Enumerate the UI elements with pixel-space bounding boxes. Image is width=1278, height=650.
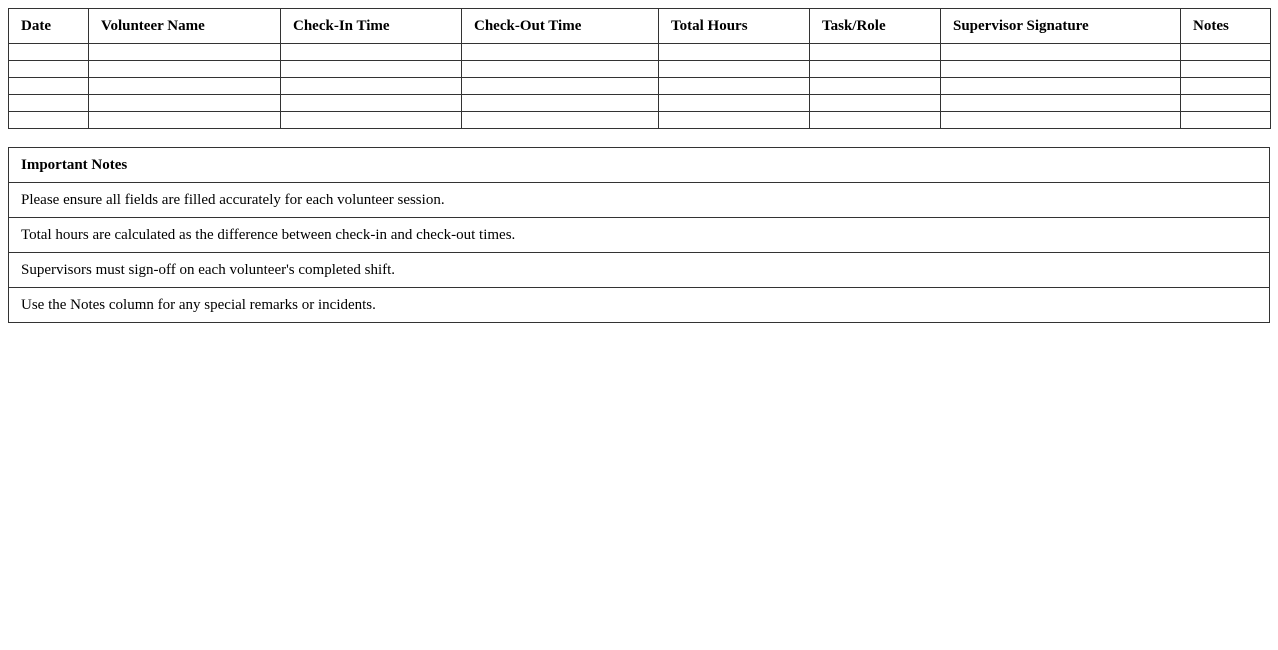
table-cell[interactable]	[941, 95, 1181, 112]
table-cell[interactable]	[281, 44, 462, 61]
table-cell[interactable]	[89, 44, 281, 61]
table-cell[interactable]	[281, 61, 462, 78]
note-item: Total hours are calculated as the difference between check-in and check-out times.	[9, 218, 1270, 253]
table-cell[interactable]	[1181, 95, 1271, 112]
table-cell[interactable]	[1181, 44, 1271, 61]
table-cell[interactable]	[462, 61, 659, 78]
col-header-volunteer-name: Volunteer Name	[89, 9, 281, 44]
table-cell[interactable]	[659, 61, 810, 78]
col-header-total-hours: Total Hours	[659, 9, 810, 44]
table-cell[interactable]	[941, 61, 1181, 78]
table-cell[interactable]	[9, 61, 89, 78]
table-cell[interactable]	[941, 112, 1181, 129]
table-cell[interactable]	[659, 78, 810, 95]
table-row	[9, 78, 1271, 95]
important-notes-table	[8, 147, 1270, 323]
col-header-check-in-time: Check-In Time	[281, 9, 462, 44]
table-cell[interactable]	[810, 61, 941, 78]
note-item: Use the Notes column for any special remarks or incidents.	[9, 288, 1270, 323]
volunteer-log-table	[8, 8, 1271, 129]
col-header-supervisor-signature: Supervisor Signature	[941, 9, 1181, 44]
table-cell[interactable]	[941, 78, 1181, 95]
table-cell[interactable]	[1181, 112, 1271, 129]
col-header-check-out-time: Check-Out Time	[462, 9, 659, 44]
table-cell[interactable]	[1181, 61, 1271, 78]
table-cell[interactable]	[810, 112, 941, 129]
header-row	[9, 9, 1271, 44]
table-cell[interactable]	[9, 112, 89, 129]
table-cell[interactable]	[1181, 78, 1271, 95]
col-header-task-role: Task/Role	[810, 9, 941, 44]
table-cell[interactable]	[462, 112, 659, 129]
table-cell[interactable]	[9, 95, 89, 112]
table-cell[interactable]	[281, 95, 462, 112]
table-cell[interactable]	[9, 44, 89, 61]
table-cell[interactable]	[281, 78, 462, 95]
table-row	[9, 44, 1271, 61]
note-item: Please ensure all fields are filled accurately for each volunteer session.	[9, 183, 1270, 218]
table-cell[interactable]	[89, 95, 281, 112]
table-cell[interactable]	[462, 78, 659, 95]
table-cell[interactable]	[89, 78, 281, 95]
table-row	[9, 95, 1271, 112]
col-header-notes: Notes	[1181, 9, 1271, 44]
table-row	[9, 61, 1271, 78]
table-cell[interactable]	[462, 44, 659, 61]
notes-title: Important Notes	[9, 148, 1270, 183]
table-cell[interactable]	[9, 78, 89, 95]
table-cell[interactable]	[659, 95, 810, 112]
table-row	[9, 112, 1271, 129]
table-cell[interactable]	[659, 112, 810, 129]
note-item: Supervisors must sign-off on each volunteer's completed shift.	[9, 253, 1270, 288]
col-header-date: Date	[9, 9, 89, 44]
table-cell[interactable]	[810, 95, 941, 112]
table-cell[interactable]	[89, 61, 281, 78]
table-cell[interactable]	[281, 112, 462, 129]
table-cell[interactable]	[941, 44, 1181, 61]
table-cell[interactable]	[89, 112, 281, 129]
table-cell[interactable]	[810, 78, 941, 95]
table-cell[interactable]	[659, 44, 810, 61]
table-cell[interactable]	[810, 44, 941, 61]
table-cell[interactable]	[462, 95, 659, 112]
